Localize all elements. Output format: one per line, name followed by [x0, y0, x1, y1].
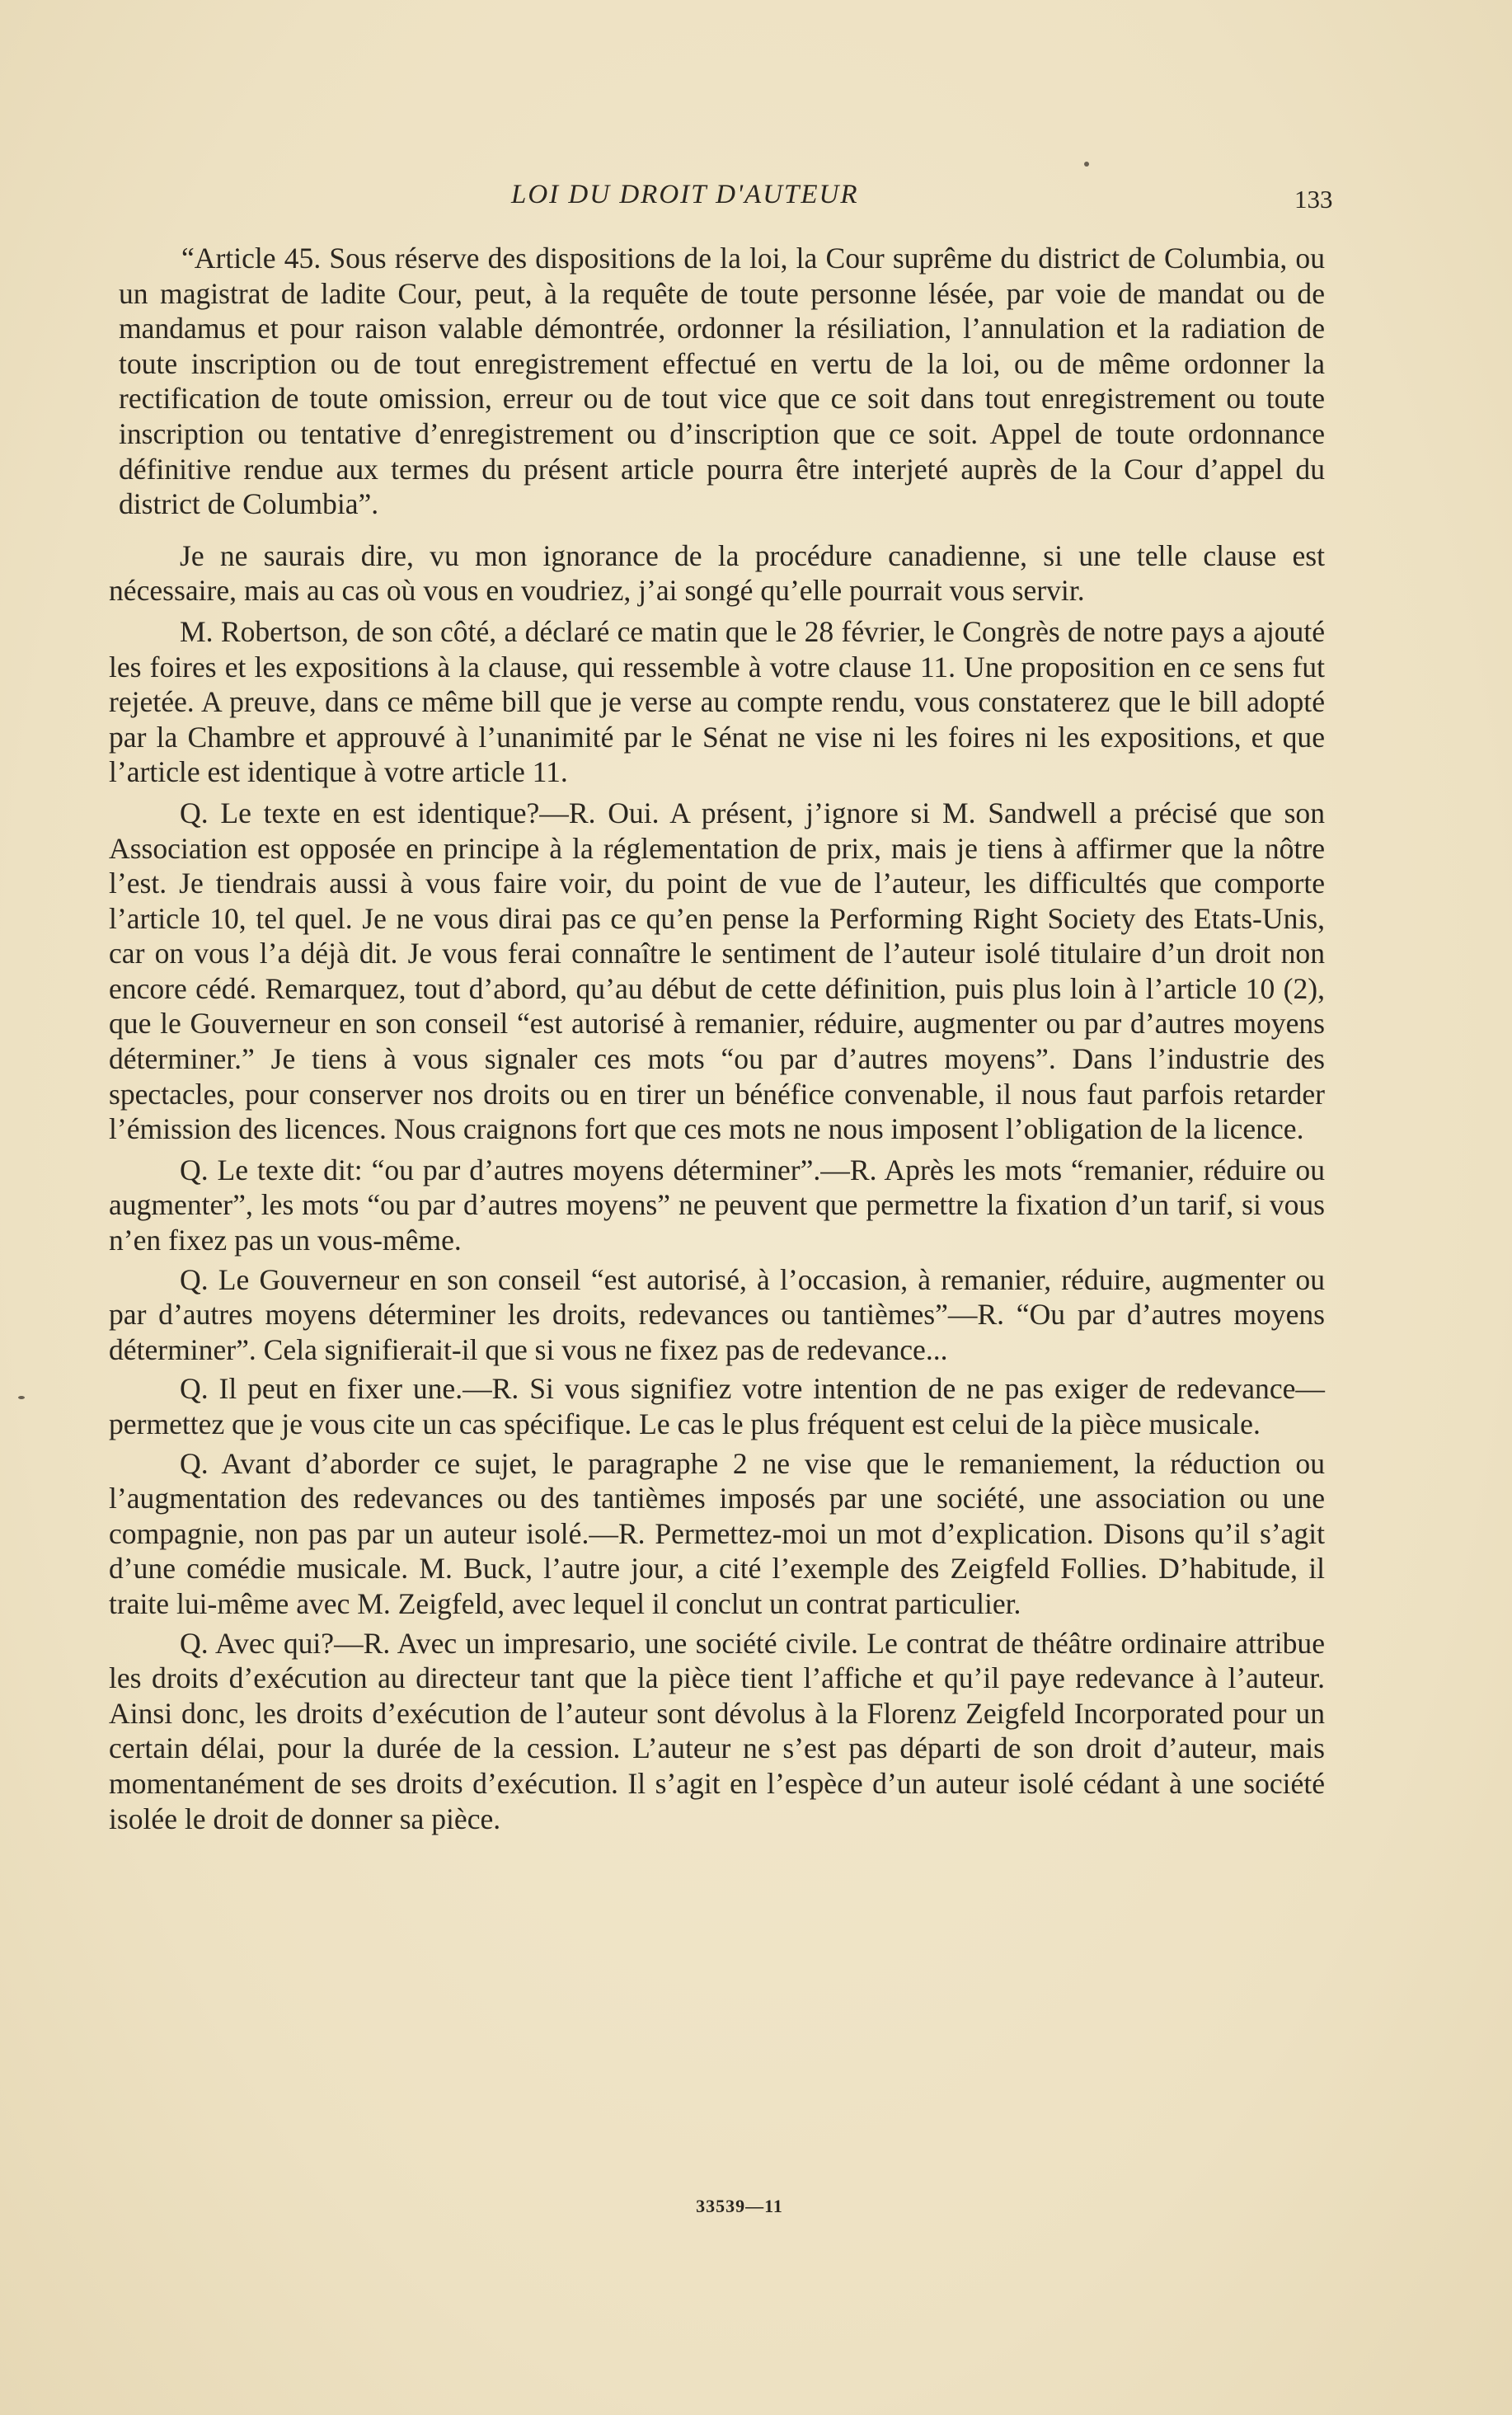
paragraph: Q. Le Gouverneur en son conseil “est autorisé, à l’occasion, à remanier, réduire, augmenter ou par d’autres moyens déterminer les droits, redevances ou tantièmes”—R. “Ou par d’autres moyens déterminer”. Cela signifierait-il que si vous ne fixez pas de redevance...	[109, 1262, 1325, 1366]
paragraph: Q. Il peut en fixer une.—R. Si vous signifiez votre intention de ne pas exiger de redevance—permettez que je vous cite un cas spécifique. Le cas le plus fréquent est celui de la pièce musicale.	[109, 1372, 1325, 1440]
paragraph: Q. Avec qui?—R. Avec un impresario, une société civile. Le contrat de théâtre ordinaire attribue les droits d’exécution au directeur tant que la pièce tient l’affiche et qu’il paye redevance à l’auteur. Ainsi donc, les droits d’exécution de l’auteur sont dévolus à la Florenz Zeigfeld Incorporated pour un certain délai, pour la durée de la cession. L’auteur ne s’est pas départi de son droit d’auteur, mais momentanément de ses droits d’exécution. Il s’agit en l’espèce d’un auteur isolé cédant à une société isolée le droit de donner sa pièce.	[109, 1626, 1325, 1835]
body-text	[109, 241, 1325, 1840]
print-code-text: 33539—11	[696, 2196, 783, 2216]
page-number: 133	[1294, 185, 1333, 214]
paragraph: M. Robertson, de son côté, a déclaré ce matin que le 28 février, le Congrès de notre pays a ajouté les foires et les expositions à la clause, qui ressemble à votre clause 11. Une proposition en ce sens fut rejetée. A preuve, dans ce même bill que je verse au compte rendu, vous constaterez que le bill adopté par la Chambre et approuvé à l’unanimité par le Sénat ne vise ni les foires ni les expositions, et que l’article est identique à votre article 11.	[109, 614, 1325, 789]
paragraph: Je ne saurais dire, vu mon ignorance de la procédure canadienne, si une telle clause est nécessaire, mais au cas où vous en voudriez, j’ai songé qu’elle pourrait vous servir.	[109, 538, 1325, 608]
running-title: LOI DU DROIT D'AUTEUR	[511, 180, 859, 209]
quoted-article-45: “Article 45. Sous réserve des dispositions de la loi, la Cour suprême du district de Columbia, ou un magistrat de ladite Cour, peut, à la requête de toute personne lésée, par voie de mandat ou de mandamus et pour raison valable démontrée, ordonner la résiliation, l’annulation et la radiation de toute inscription ou de tout enregistrement effectué en vertu de la loi, ou de même ordonner la rectification de toute omission, erreur ou de tout vice que ce soit dans tout enregistrement ou toute inscription ou tentative d’enregistrement ou d’inscription que ce soit. Appel de toute ordonnance définitive rendue aux termes du présent article pourra être interjeté auprès de la Cour d’appel du district de Columbia”.	[119, 242, 1325, 521]
margin-ink-speck	[18, 1396, 25, 1399]
paragraph: Q. Le texte en est identique?—R. Oui. A présent, j’ignore si M. Sandwell a précisé que son Association est opposée en principe à la réglementation de prix, mais je tiens à affirmer que la nôtre l’est. Je tiendrais aussi à vous faire voir, du point de vue de l’auteur, les difficultés que comporte l’article 10, tel quel. Je ne vous dirai pas ce qu’en pense la Performing Right Society des Etats-Unis, car on vous l’a déjà dit. Je vous ferai connaître le sentiment de l’auteur isolé titulaire d’un droit non encore cédé. Remarquez, tout d’abord, qu’au début de cette définition, puis plus loin à l’article 10 (2), que le Gouverneur en son conseil “est autorisé à remanier, réduire, augmenter ou par d’autres moyens déterminer.” Je tiens à vous signaler ces mots “ou par d’autres moyens”. Dans l’industrie des spectacles, pour conserver nos droits ou en tirer un bénéfice convenable, il nous faut parfois retarder l’émission des licences. Nous craignons fort que ces mots ne nous imposent l’obligation de la licence.	[109, 796, 1325, 1146]
paragraph: Q. Avant d’aborder ce sujet, le paragraphe 2 ne vise que le remaniement, la réduction ou l’augmentation des redevances ou des tantièmes imposés par une société, une association ou une compagnie, non pas par un auteur isolé.—R. Permettez-moi un mot d’explication. Disons qu’il s’agit d’une comédie musicale. M. Buck, l’autre jour, a cité l’exemple des Zeigfeld Follies. D’habitude, il traite lui-même avec M. Zeigfeld, avec lequel il conclut un contrat particulier.	[109, 1446, 1325, 1620]
ink-speck	[1084, 162, 1089, 167]
page-header	[0, 180, 1512, 229]
print-code	[0, 2196, 1512, 2217]
paragraph: Q. Le texte dit: “ou par d’autres moyens déterminer”.—R. Après les mots “remanier, réduire ou augmenter”, les mots “ou par d’autres moyens” ne peuvent que permettre la fixation d’un tarif, si vous n’en fixez pas un vous-même.	[109, 1153, 1325, 1257]
